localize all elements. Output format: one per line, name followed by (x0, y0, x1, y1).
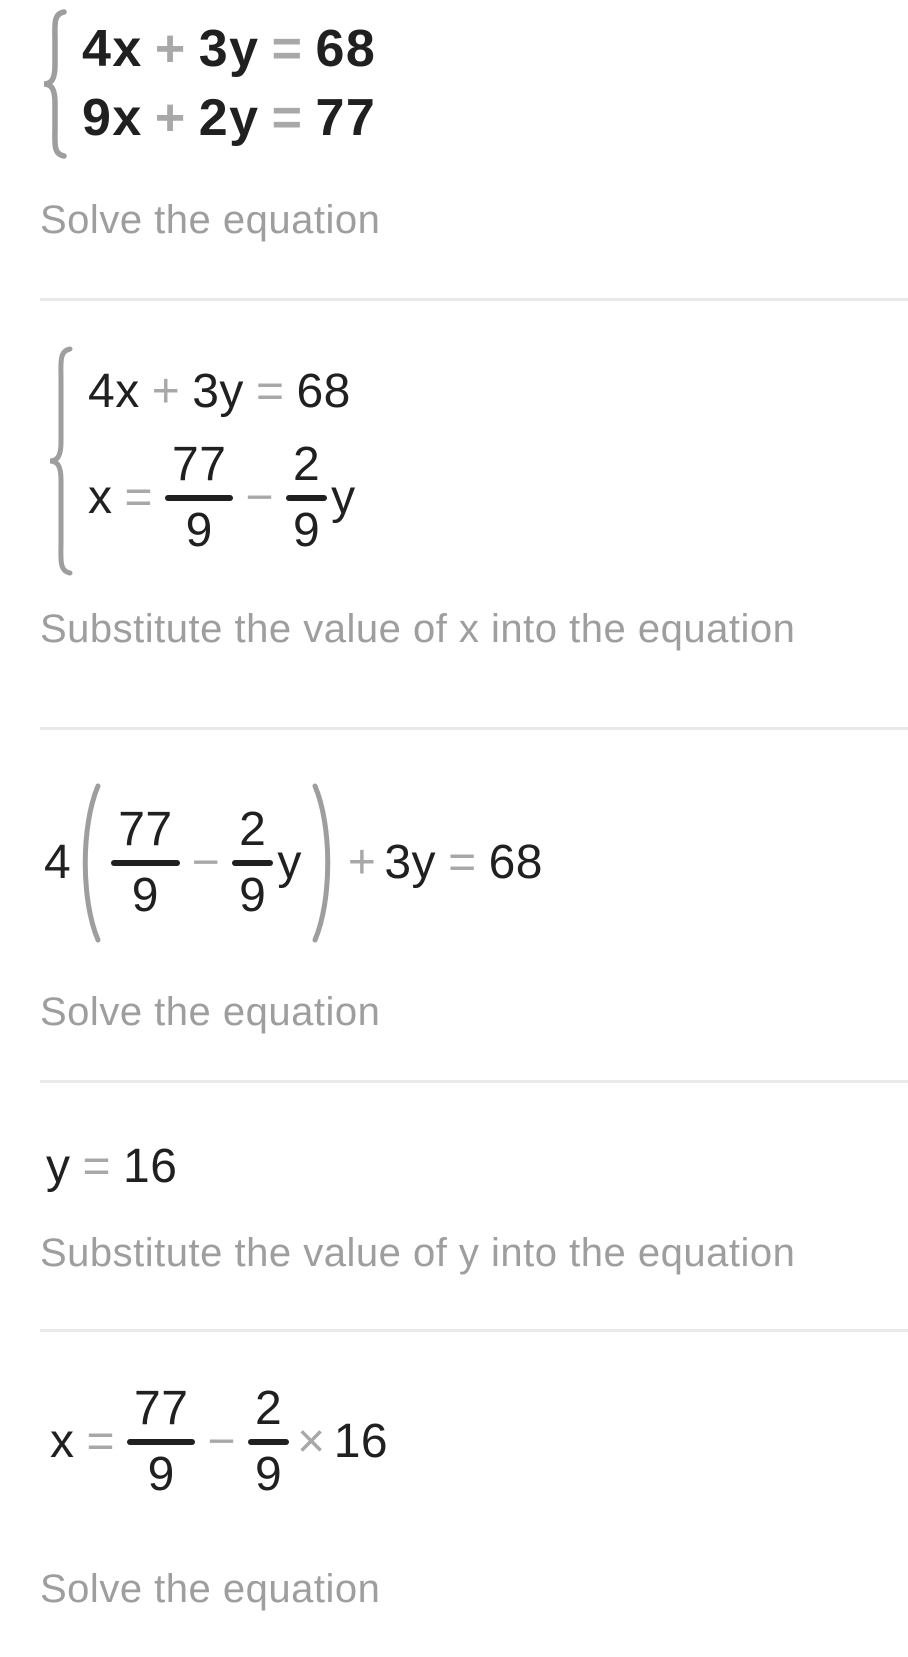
fraction-bar (232, 860, 273, 866)
equals-operator: = (82, 1140, 112, 1193)
equals-operator: = (271, 19, 304, 78)
term: 68 (488, 836, 543, 890)
fraction (127, 1381, 195, 1502)
divider (40, 1329, 908, 1332)
divider (40, 727, 908, 730)
coefficient: 4 (44, 836, 72, 890)
denominator: 9 (147, 1448, 175, 1502)
equation-system (88, 366, 356, 557)
minus-operator: − (207, 1415, 236, 1469)
step-hint: Solve the equation (40, 1566, 381, 1611)
denominator: 9 (292, 503, 321, 557)
fraction (286, 437, 327, 557)
step-hint: Substitute the value of x into the equation (40, 607, 796, 651)
fraction (248, 1381, 289, 1502)
equals-operator: = (255, 364, 285, 418)
denominator: 9 (185, 503, 213, 557)
equals-operator: = (271, 89, 304, 147)
step-3-math (44, 782, 908, 944)
term: 4x (82, 19, 143, 78)
close-paren-icon (308, 782, 338, 944)
numerator: 77 (118, 802, 173, 856)
plus-operator: + (151, 364, 181, 418)
step-5 (0, 1381, 908, 1613)
variable: y (46, 1140, 71, 1193)
term: 2y (198, 89, 260, 147)
fraction-bar (286, 495, 327, 501)
fraction-bar (127, 1439, 195, 1445)
plus-operator: + (154, 19, 187, 78)
numerator: 2 (239, 802, 267, 856)
open-paren-icon (75, 782, 105, 944)
equals-operator: = (124, 470, 154, 524)
value: 16 (333, 1415, 389, 1469)
equals-operator: = (448, 836, 477, 890)
term: 68 (296, 364, 351, 418)
equation-system (82, 21, 376, 147)
divider (40, 298, 908, 301)
term: 3y (198, 19, 260, 78)
numerator: 2 (292, 437, 321, 491)
step-1 (0, 8, 908, 244)
variable: y (277, 836, 302, 890)
step-4-math (46, 1141, 908, 1193)
step-3 (0, 782, 908, 1036)
step-5-math (50, 1381, 908, 1502)
step-1-math (38, 8, 908, 160)
value: 16 (123, 1140, 178, 1193)
numerator: 77 (134, 1381, 189, 1435)
times-operator: × (297, 1415, 326, 1469)
numerator: 2 (254, 1381, 283, 1435)
fraction-bar (111, 860, 179, 866)
plus-operator: + (154, 89, 187, 147)
fraction (165, 437, 233, 557)
equation-2 (88, 437, 356, 557)
term: 77 (315, 89, 377, 147)
step-hint: Substitute the value of y into the equation (40, 1230, 796, 1275)
equation-1 (82, 21, 376, 78)
equation-2 (82, 90, 376, 147)
step-hint: Solve the equation (40, 198, 381, 242)
step-4 (0, 1141, 908, 1277)
term: 3y (192, 364, 244, 418)
fraction (232, 802, 273, 922)
fraction (111, 802, 179, 922)
fraction-bar (248, 1439, 289, 1445)
system-brace-icon (38, 8, 72, 160)
denominator: 9 (239, 869, 267, 922)
variable: x (50, 1415, 75, 1469)
variable: x (88, 470, 113, 524)
denominator: 9 (254, 1448, 283, 1502)
divider (40, 1080, 908, 1083)
equation-1 (88, 366, 351, 418)
numerator: 77 (172, 437, 227, 491)
minus-operator: − (245, 470, 274, 524)
denominator: 9 (131, 869, 159, 922)
step-hint: Solve the equation (40, 990, 381, 1034)
system-brace-icon (44, 345, 78, 577)
fraction-bar (165, 495, 233, 501)
term: 3y (384, 836, 437, 890)
term: 68 (315, 19, 377, 78)
step-2 (0, 345, 908, 653)
step-2-math (44, 345, 908, 577)
variable: y (331, 470, 356, 524)
equals-operator: = (86, 1415, 116, 1469)
plus-operator: + (347, 836, 377, 890)
minus-operator: − (191, 836, 221, 890)
term: 9x (82, 89, 143, 147)
term: 4x (88, 364, 140, 418)
